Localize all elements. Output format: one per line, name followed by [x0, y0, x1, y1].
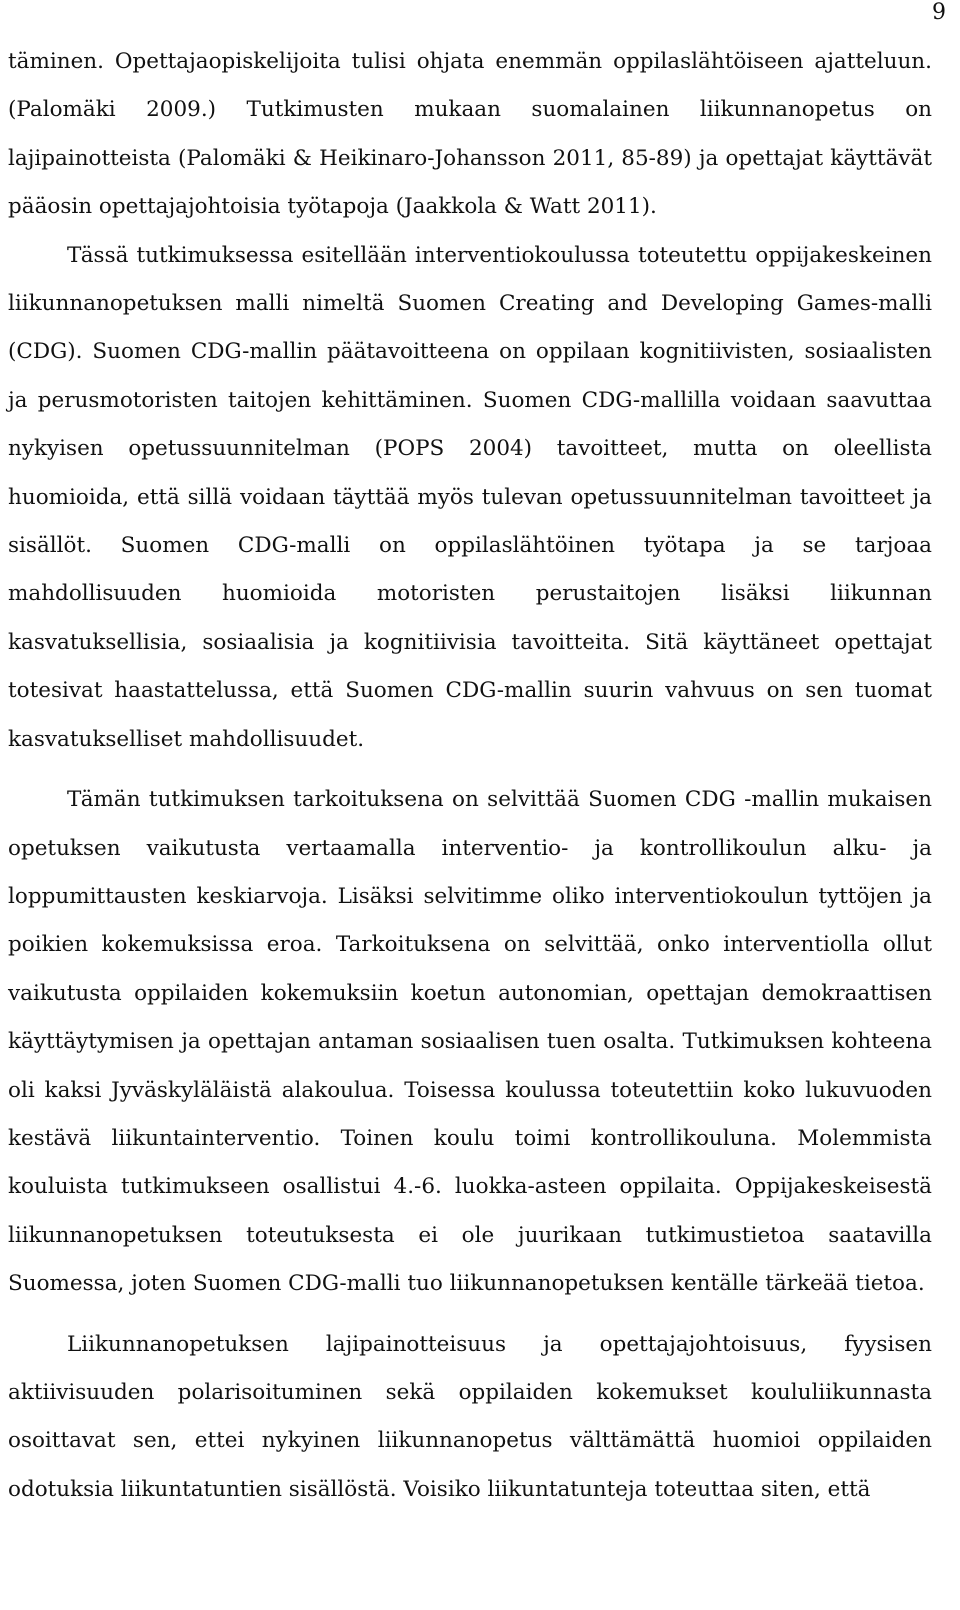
paragraph-research-aim: Tämän tutkimuksen tarkoituksena on selvittää Suomen CDG -mallin mukaisen opetuksen vaikutusta vertaamalla interventio- ja kontrollikoulun alku- ja loppumittausten keskiarvoja. Lisäksi selvitimme oliko interventiokoulun tyttöjen ja poikien kokemuksissa eroa. Tarkoituksena on selvittää, onko interventiolla ollut vaikutusta oppilaiden kokemuksiin koetun autonomian, opettajan demokraattisen käyttäytymisen ja opettajan antaman sosiaalisen tuen osalta. Tutkimuksen kohteena oli kaksi Jyväskyläläistä alakoulua. Toisessa koulussa toteutettiin koko lukuvuoden kestävä liikuntainterventio. Toinen koulu toimi kontrollikouluna. Molemmista kouluista tutkimukseen osallistui 4.-6. luokka-asteen oppilaita. Oppijakeskeisestä liikunnanopetuksen toteutuksesta ei ole juurikaan tutkimustietoa saatavilla Suomessa, joten Suomen CDG-malli tuo liikunnanopetuksen kentälle tärkeää tietoa.: [8, 787, 932, 1297]
paragraph-cdg-model: Tässä tutkimuksessa esitellään interventiokoulussa toteutettu oppijakeskeinen liikunnanopetuksen malli nimeltä Suomen Creating and Developing Games-malli (CDG). Suomen CDG-mallin päätavoitteena on oppilaan kognitiivisten, sosiaalisten ja perusmotoristen taitojen kehittäminen. Suomen CDG-mallilla voidaan saavuttaa nykyisen opetussuunnitelman (POPS 2004) tavoitteet, mutta on oleellista huomioida, että sillä voidaan täyttää myös tulevan opetussuunnitelman tavoitteet ja sisällöt. Suomen CDG-malli on oppilaslähtöinen työtapa ja se tarjoaa mahdollisuuden huomioida motoristen perustaitojen lisäksi liikunnan kasvatuksellisia, sosiaalisia ja kognitiivisia tavoitteita. Sitä käyttäneet opettajat totesivat haastattelussa, että Suomen CDG-mallin suurin vahvuus on sen tuomat kasvatukselliset mahdollisuudet.: [8, 242, 932, 752]
document-body: [8, 38, 932, 1514]
paragraph-continuation: täminen. Opettajaopiskelijoita tulisi ohjata enemmän oppilaslähtöiseen ajatteluun. (Palomäki 2009.) Tutkimusten mukaan suomalainen liikunnanopetus on lajipainotteista (Palomäki & Heikinaro-Johansson 2011, 85-89) ja opettajat käyttävät pääosin opettajajohtoisia työtapoja (Jaakkola & Watt 2011).: [8, 49, 932, 220]
paragraph-motivation: Liikunnanopetuksen lajipainotteisuus ja opettajajohtoisuus, fyysisen aktiivisuuden polarisoituminen sekä oppilaiden kokemukset koululiikunnasta osoittavat sen, ettei nykyinen liikunnanopetus välttämättä huomioi oppilaiden odotuksia liikuntatuntien sisällöstä. Voisiko liikuntatunteja toteuttaa siten, että: [8, 1331, 932, 1502]
page-number: 9: [932, 0, 946, 25]
